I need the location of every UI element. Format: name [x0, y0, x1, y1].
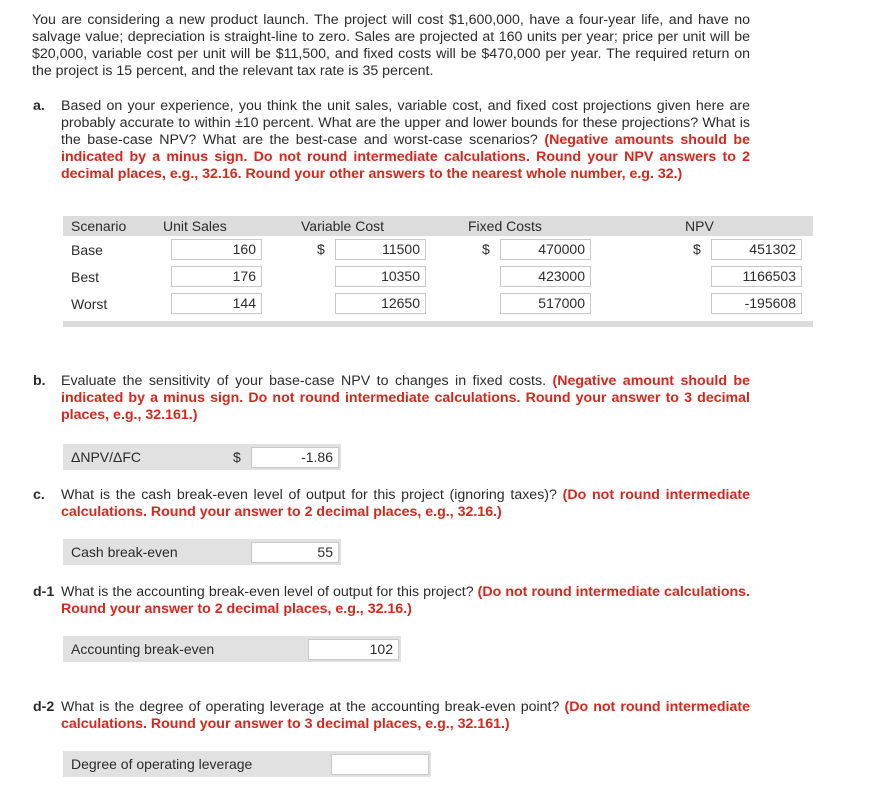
header-scenario: Scenario: [71, 218, 127, 234]
sensitivity-input[interactable]: -1.86: [251, 447, 339, 468]
base-npv-input[interactable]: 451302: [711, 239, 802, 260]
best-fixed-costs-input[interactable]: 423000: [500, 266, 591, 287]
question-c-label: c.: [33, 487, 45, 503]
accounting-break-even-field: [63, 636, 401, 662]
scenario-table-header: [63, 216, 813, 236]
question-d2-instruction: (Do not round intermediate calculations. Round your answer to 3 decimal places, e.g., 32.161.): [61, 699, 750, 732]
question-d1-text: What is the accounting break-even level of output for this project?: [61, 584, 474, 600]
best-unit-sales-input[interactable]: 176: [171, 266, 262, 287]
problem-intro: You are considering a new product launch. The project will cost $1,600,000, have a four-year life, and have no salvage value; depreciation is straight-line to zero. Sales are projected at 160 units per year; price per unit will be $20,000, variable cost per unit will be $11,500, and fixed costs will be $470,000 per year. The required return on the project is 15 percent, and the relevant tax rate is 35 percent.: [32, 12, 750, 79]
base-npv-currency: $: [693, 241, 701, 257]
question-b-label: b.: [33, 373, 46, 389]
question-d2: [33, 699, 750, 733]
header-fixed-costs: Fixed Costs: [468, 218, 542, 234]
scenario-table: [63, 216, 813, 328]
best-variable-cost-input[interactable]: 10350: [335, 266, 426, 287]
question-d1: [33, 584, 750, 618]
question-c-text: What is the cash break-even level of output for this project (ignoring taxes)?: [61, 487, 557, 503]
base-unit-sales-input[interactable]: 160: [171, 239, 262, 260]
question-a: [33, 98, 750, 183]
row-label-worst: Worst: [71, 296, 108, 312]
worst-npv-input[interactable]: -195608: [711, 293, 802, 314]
question-d1-instruction: (Do not round intermediate calculations. Round your answer to 2 decimal places, e.g., 32.16.): [61, 584, 751, 617]
table-row-best: [63, 264, 813, 291]
table-bottom-bar: [63, 321, 813, 327]
base-fixed-costs-currency: $: [482, 241, 490, 257]
cash-break-even-label: Cash break-even: [71, 544, 178, 560]
question-a-label: a.: [33, 98, 45, 114]
question-a-text: Based on your experience, you think the unit sales, variable cost, and fixed cost projections given here are probably accurate to within ±10 percent. What are the upper and lower bounds for these projections? What is the base-case NPV? What are the best-case and worst-case scenarios?: [61, 98, 750, 148]
cash-break-even-input[interactable]: 55: [251, 542, 339, 563]
worst-fixed-costs-input[interactable]: 517000: [500, 293, 591, 314]
question-b: [33, 373, 750, 424]
question-a-instruction: (Negative amounts should be indicated by a minus sign. Do not round intermediate calculations. Round your NPV answers to 2 decimal places, e.g., 32.16. Round your other answers to the nearest whole number, e.g. 32.): [61, 132, 750, 182]
question-b-instruction: (Negative amount should be indicated by a minus sign. Do not round intermediate calculations. Round your answer to 3 decimal places, e.g., 32.161.): [61, 373, 750, 423]
accounting-break-even-input[interactable]: 102: [308, 639, 399, 660]
question-d2-text: What is the degree of operating leverage at the accounting break-even point?: [61, 699, 560, 715]
base-variable-cost-input[interactable]: 11500: [335, 239, 426, 260]
table-row-base: [63, 237, 813, 264]
operating-leverage-label: Degree of operating leverage: [71, 756, 253, 772]
row-label-base: Base: [71, 242, 103, 258]
question-c-instruction: (Do not round intermediate calculations. Round your answer to 2 decimal places, e.g., 32.16.): [61, 487, 751, 520]
sensitivity-field: [63, 444, 341, 470]
worst-variable-cost-input[interactable]: 12650: [335, 293, 426, 314]
sensitivity-currency: $: [233, 449, 241, 465]
base-variable-cost-currency: $: [317, 241, 325, 257]
header-variable-cost: Variable Cost: [301, 218, 385, 234]
sensitivity-label: ΔNPV/ΔFC: [71, 449, 142, 465]
table-row-worst: [63, 291, 813, 318]
header-unit-sales: Unit Sales: [163, 218, 227, 234]
base-fixed-costs-input[interactable]: 470000: [500, 239, 591, 260]
question-d1-label: d-1: [33, 584, 55, 600]
header-npv: NPV: [685, 218, 714, 234]
question-d2-label: d-2: [33, 699, 55, 715]
worst-unit-sales-input[interactable]: 144: [171, 293, 262, 314]
question-c: [33, 487, 750, 521]
row-label-best: Best: [71, 269, 100, 285]
operating-leverage-field: [63, 751, 431, 777]
operating-leverage-input[interactable]: [331, 754, 429, 775]
best-npv-input[interactable]: 1166503: [711, 266, 802, 287]
question-b-text: Evaluate the sensitivity of your base-case NPV to changes in fixed costs.: [61, 373, 547, 389]
accounting-break-even-label: Accounting break-even: [71, 641, 215, 657]
cash-break-even-field: [63, 539, 341, 565]
